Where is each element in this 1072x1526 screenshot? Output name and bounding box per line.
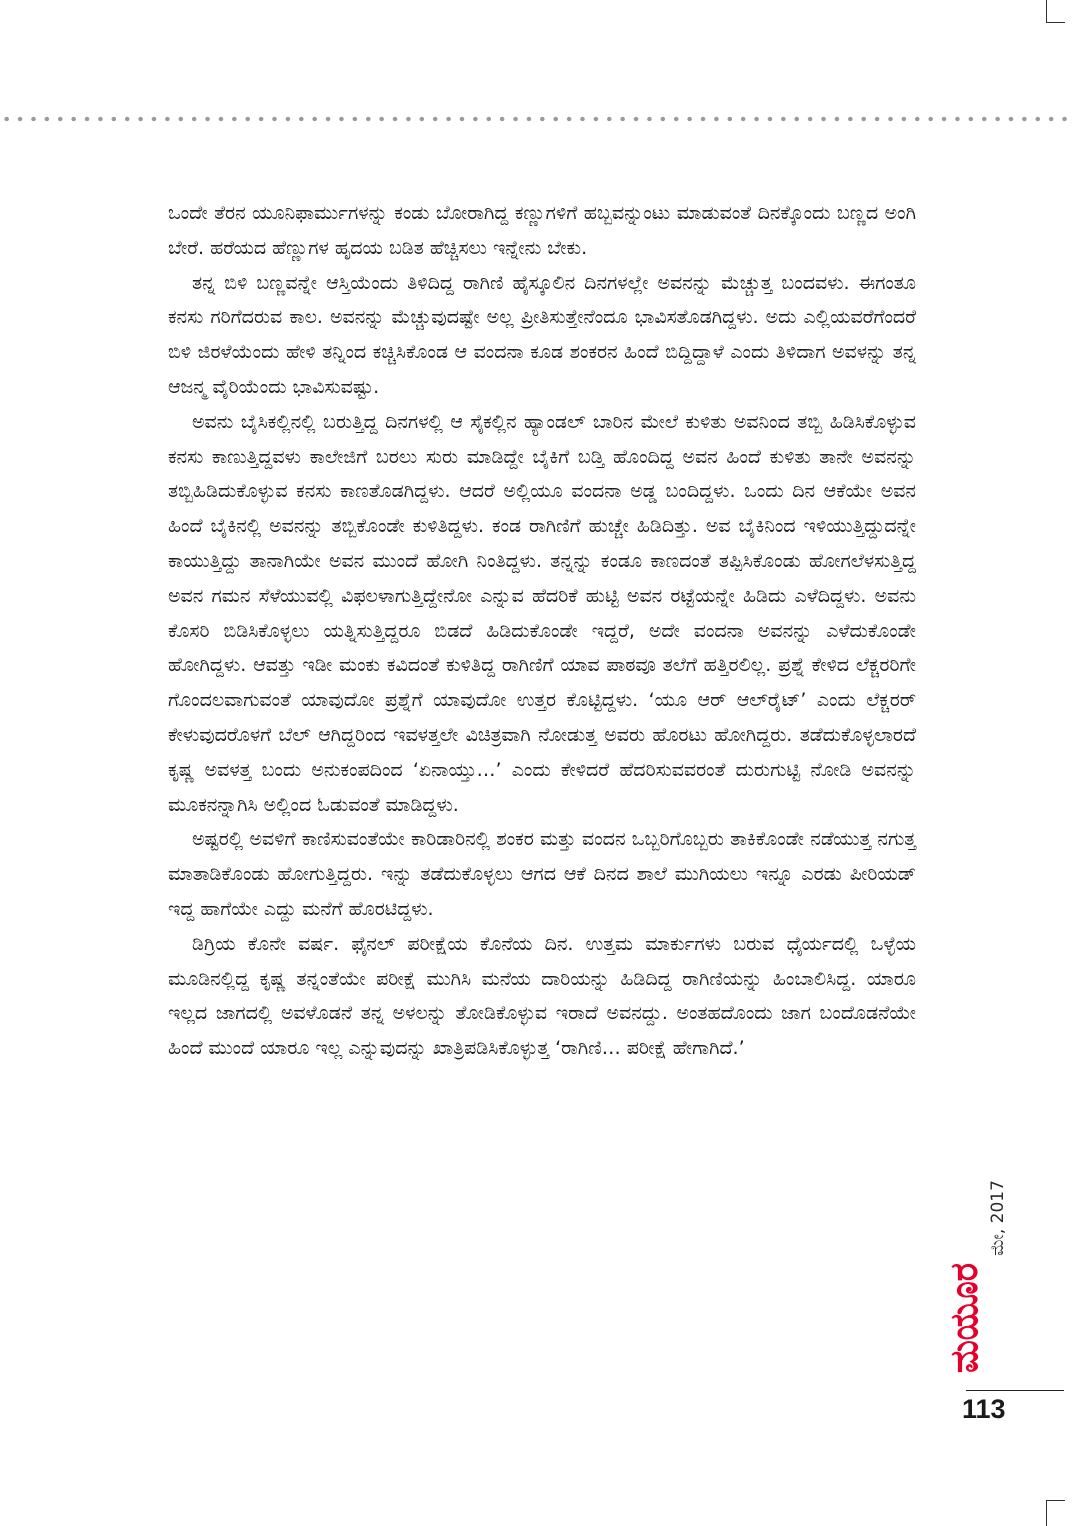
story-body bbox=[168, 196, 916, 1066]
paragraph: ಅಷ್ಟರಲ್ಲಿ ಅವಳಿಗೆ ಕಾಣಿಸುವಂತೆಯೇ ಕಾರಿಡಾರಿನಲ್ಲಿ ಶಂಕರ ಮತ್ತು ವಂದನ ಒಬ್ಬರಿಗೊಬ್ಬರು ತಾಕಿಕೊಂಡೇ ನಡೆಯುತ್ತ ನಗುತ್ತ ಮಾತಾಡಿಕೊಂಡು ಹೋಗುತ್ತಿದ್ದರು. ಇನ್ನು ತಡೆದುಕೊಳ್ಳಲು ಆಗದ ಆಕೆ ದಿನದ ಶಾಲೆ ಮುಗಿಯಲು ಇನ್ನೂ ಎರಡು ಪೀರಿಯಡ್ ಇದ್ದ ಹಾಗೆಯೇ ಎದ್ದು ಮನೆಗೆ ಹೊರಟಿದ್ದಳು. bbox=[168, 828, 916, 920]
magazine-sidebar-graphic bbox=[942, 1138, 1015, 1378]
folio-rule bbox=[966, 1390, 1064, 1391]
issue-date: ಮೇ, 2017 bbox=[988, 1180, 1008, 1256]
page-number: 113 bbox=[962, 1394, 1006, 1424]
magazine-logo: ಮಯೂರ bbox=[942, 1251, 986, 1373]
paragraph: ಡಿಗ್ರಿಯ ಕೊನೇ ವರ್ಷ. ಫೈನಲ್ ಪರೀಕ್ಷೆಯ ಕೊನೆಯ ದಿನ. ಉತ್ತಮ ಮಾರ್ಕುಗಳು ಬರುವ ಧೈರ್ಯದಲ್ಲಿ ಒಳ್ಳೆಯ ಮೂಡಿನಲ್ಲಿದ್ದ ಕೃಷ್ಣ ತನ್ನಂತೆಯೇ ಪರೀಕ್ಷೆ ಮುಗಿಸಿ ಮನೆಯ ದಾರಿಯನ್ನು ಹಿಡಿದಿದ್ದ ರಾಗಿಣಿಯನ್ನು ಹಿಂಬಾಲಿಸಿದ್ದ. ಯಾರೂ ಇಲ್ಲದ ಜಾಗದಲ್ಲಿ ಅವಳೊಡನೆ ತನ್ನ ಅಳಲನ್ನು ತೋಡಿಕೊಳ್ಳುವ ಇರಾದೆ ಅವನದ್ದು. ಅಂತಹದೊಂದು ಜಾಗ ಬಂದೊಡನೆಯೇ ಹಿಂದೆ ಮುಂದೆ ಯಾರೂ ಇಲ್ಲ ಎನ್ನುವುದನ್ನು ಖಾತ್ರಿಪಡಿಸಿಕೊಳ್ಳುತ್ತ ‘ರಾಗಿಣಿ… ಪರೀಕ್ಷೆ ಹೇಗಾಗಿದೆ.’ bbox=[168, 932, 916, 1060]
crop-mark-bottom bbox=[1046, 1500, 1065, 1526]
crop-mark-top bbox=[1046, 0, 1065, 23]
paragraph: ತನ್ನ ಬಿಳಿ ಬಣ್ಣವನ್ನೇ ಆಸ್ತಿಯೆಂದು ತಿಳಿದಿದ್ದ ರಾಗಿಣಿ ಹೈಸ್ಕೂಲಿನ ದಿನಗಳಲ್ಲೇ ಅವನನ್ನು ಮೆಚ್ಚುತ್ತ ಬಂದವಳು. ಈಗಂತೂ ಕನಸು ಗರಿಗೆದರುವ ಕಾಲ. ಅವನನ್ನು ಮೆಚ್ಚುವುದಷ್ಟೇ ಅಲ್ಲ ಪ್ರೀತಿಸುತ್ತೇನೆಂದೂ ಭಾವಿಸತೊಡಗಿದ್ದಳು. ಅದು ಎಲ್ಲಿಯವರೆಗೆಂದರೆ ಬಿಳಿ ಜಿರಳೆಯೆಂದು ಹೇಳಿ ತನ್ನಿಂದ ಕಚ್ಚಿಸಿಕೊಂಡ ಆ ವಂದನಾ ಕೂಡ ಶಂಕರನ ಹಿಂದೆ ಬಿದ್ದಿದ್ದಾಳೆ ಎಂದು ತಿಳಿದಾಗ ಅವಳನ್ನು ತನ್ನ ಆಜನ್ಮ ವೈರಿಯೆಂದು ಭಾವಿಸುವಷ್ಟು. bbox=[168, 271, 916, 398]
paragraph: ಒಂದೇ ತೆರನ ಯೂನಿಫಾರ್ಮುಗಳನ್ನು ಕಂಡು ಬೋರಾಗಿದ್ದ ಕಣ್ಣುಗಳಿಗೆ ಹಬ್ಬವನ್ನುಂಟು ಮಾಡುವಂತೆ ದಿನಕ್ಕೊಂದು ಬಣ್ಣದ ಅಂಗಿ ಬೇರೆ. ಹರೆಯದ ಹೆಣ್ಣುಗಳ ಹೃದಯ ಬಡಿತ ಹೆಚ್ಚಿಸಲು ಇನ್ನೇನು ಬೇಕು. bbox=[168, 202, 916, 259]
dotted-separator bbox=[0, 115, 1072, 123]
magazine-sidebar bbox=[942, 1138, 1015, 1378]
paragraph: ಅವನು ಬೈಸಿಕಲ್ಲಿನಲ್ಲಿ ಬರುತ್ತಿದ್ದ ದಿನಗಳಲ್ಲಿ ಆ ಸೈಕಲ್ಲಿನ ಹ್ಯಾಂಡಲ್ ಬಾರಿನ ಮೇಲೆ ಕುಳಿತು ಅವನಿಂದ ತಬ್ಬಿ ಹಿಡಿಸಿಕೊಳ್ಳುವ ಕನಸು ಕಾಣುತ್ತಿದ್ದವಳು ಕಾಲೇಜಿಗೆ ಬರಲು ಸುರು ಮಾಡಿದ್ದೇ ಬೈಕಿಗೆ ಬಡ್ತಿ ಹೊಂದಿದ್ದ ಅವನ ಹಿಂದೆ ಕುಳಿತು ತಾನೇ ಅವನನ್ನು ತಬ್ಬಿಹಿಡಿದುಕೊಳ್ಳುವ ಕನಸು ಕಾಣತೊಡಗಿದ್ದಳು. ಆದರೆ ಅಲ್ಲಿಯೂ ವಂದನಾ ಅಡ್ಡ ಬಂದಿದ್ದಳು. ಒಂದು ದಿನ ಆಕೆಯೇ ಅವನ ಹಿಂದೆ ಬೈಕಿನಲ್ಲಿ ಅವನನ್ನು ತಬ್ಬಿಕೊಂಡೇ ಕುಳಿತಿದ್ದಳು. ಕಂಡ ರಾಗಿಣಿಗೆ ಹುಚ್ಚೇ ಹಿಡಿದಿತ್ತು. ಅವ ಬೈಕಿನಿಂದ ಇಳಿಯುತ್ತಿದ್ದುದನ್ನೇ ಕಾಯುತ್ತಿದ್ದು ತಾನಾಗಿಯೇ ಅವನ ಮುಂದೆ ಹೋಗಿ ನಿಂತಿದ್ದಳು. ತನ್ನನ್ನು ಕಂಡೂ ಕಾಣದಂತೆ ತಪ್ಪಿಸಿಕೊಂಡು ಹೋಗಲೆಳಸುತ್ತಿದ್ದ ಅವನ ಗಮನ ಸೆಳೆಯುವಲ್ಲಿ ವಿಫಲಳಾಗುತ್ತಿದ್ದೇನೋ ಎನ್ನುವ ಹೆದರಿಕೆ ಹುಟ್ಟಿ ಅವನ ರಟ್ಟೆಯನ್ನೇ ಹಿಡಿದು ಎಳೆದಿದ್ದಳು. ಅವನು ಕೊಸರಿ ಬಿಡಿಸಿಕೊಳ್ಳಲು ಯತ್ನಿಸುತ್ತಿದ್ದರೂ ಬಿಡದೆ ಹಿಡಿದುಕೊಂಡೇ ಇದ್ದರೆ, ಅದೇ ವಂದನಾ ಅವನನ್ನು ಎಳೆದುಕೊಂಡೇ ಹೋಗಿದ್ದಳು. ಆವತ್ತು ಇಡೀ ಮಂಕು ಕವಿದಂತೆ ಕುಳಿತಿದ್ದ ರಾಗಿಣಿಗೆ ಯಾವ ಪಾಠವೂ ತಲೆಗೆ ಹತ್ತಿರಲಿಲ್ಲ. ಪ್ರಶ್ನೆ ಕೇಳಿದ ಲೆಕ್ಚರರಿಗೇ ಗೊಂದಲವಾಗುವಂತೆ ಯಾವುದೋ ಪ್ರಶ್ನೆಗೆ ಯಾವುದೋ ಉತ್ತರ ಕೊಟ್ಟಿದ್ದಳು. ‘ಯೂ ಆರ್ ಆಲ್‌ರೈಟ್’ ಎಂದು ಲೆಕ್ಚರರ್ ಕೇಳುವುದರೊಳಗೆ ಬೆಲ್ ಆಗಿದ್ದರಿಂದ ಇವಳತ್ತಲೇ ವಿಚಿತ್ರವಾಗಿ ನೋಡುತ್ತ ಅವರು ಹೊರಟು ಹೋಗಿದ್ದರು. ತಡೆದುಕೊಳ್ಳಲಾರದೆ ಕೃಷ್ಣ ಅವಳತ್ತ ಬಂದು ಅನುಕಂಪದಿಂದ ‘ಏನಾಯ್ತು…’ ಎಂದು ಕೇಳಿದರೆ ಹೆದರಿಸುವವರಂತೆ ದುರುಗುಟ್ಟಿ ನೋಡಿ ಅವನನ್ನು ಮೂಕನನ್ನಾಗಿಸಿ ಅಲ್ಲಿಂದ ಓಡುವಂತೆ ಮಾಡಿದ್ದಳು. bbox=[168, 410, 916, 816]
